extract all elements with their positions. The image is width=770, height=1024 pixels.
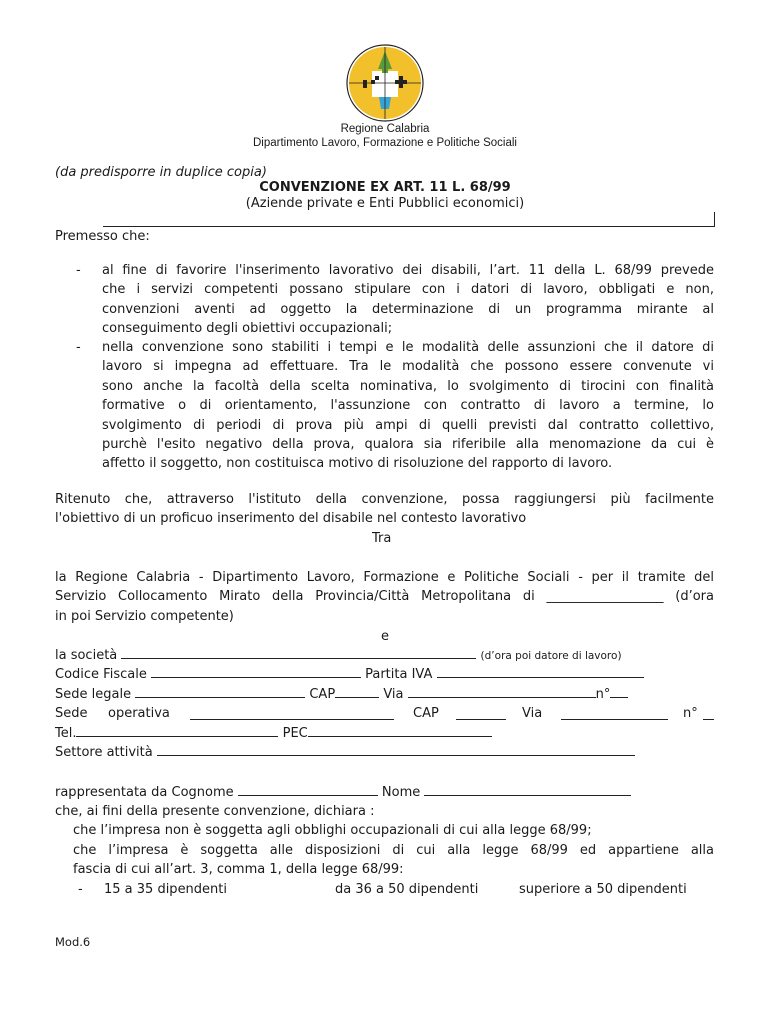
bullet-1-line: che i servizi competenti possano stipulare con i datori di lavoro, obbligati e non, xyxy=(102,282,714,298)
via-field[interactable] xyxy=(408,685,596,698)
ritenuto-paragraph xyxy=(55,490,714,529)
bullet-1-line: conseguimento degli obiettivi occupazionali; xyxy=(102,321,393,337)
cap-label: CAP xyxy=(413,706,439,721)
cognome-label: rappresentata da Cognome xyxy=(55,785,234,800)
check-3-text: fascia di cui all’art. 3, comma 1, della legge 68/99: xyxy=(73,862,404,877)
ritenuto-line: l'obiettivo di un proficuo inserimento del disabile nel contesto lavorativo xyxy=(55,511,527,527)
org-name: Regione Calabria xyxy=(340,123,430,135)
pec-label: PEC xyxy=(282,726,308,741)
bullet-2-line: svolgimento di periodi di prova più ampi di quelli previsti dal contratto collettivo, xyxy=(102,417,714,433)
n-label: n° xyxy=(595,687,611,702)
societa-label: la società xyxy=(55,648,118,663)
sede-op-label: operativa xyxy=(108,706,170,721)
option-over-50 xyxy=(519,880,687,899)
nome-label: Nome xyxy=(381,785,421,800)
rappresentata-row xyxy=(55,783,714,802)
options-bullet: - xyxy=(78,882,83,897)
document-subtitle: (Aziende private e Enti Pubblici economici) xyxy=(245,196,525,211)
sede-legale-row xyxy=(55,685,714,704)
bullet-1-line: al fine di favorire l'inserimento lavorativo dei disabili, l’art. 11 della L. 68/99 prevede xyxy=(102,263,714,278)
sede-operativa-field[interactable] xyxy=(190,707,394,720)
n-field[interactable] xyxy=(610,685,628,698)
title-underline xyxy=(103,226,715,227)
societa-row xyxy=(55,646,714,666)
check-row-2 xyxy=(73,841,714,860)
check-1-text: che l’impresa non è soggetta agli obblighi occupazionali di cui alla legge 68/99; xyxy=(73,823,592,838)
check-row-1 xyxy=(73,821,592,840)
premesso-heading: Premesso che: xyxy=(55,229,150,244)
tra-label: Tra xyxy=(372,531,392,546)
bullet-mark: - xyxy=(76,340,81,355)
option-15-35-label: 15 a 35 dipendenti xyxy=(104,882,227,897)
cap-field[interactable] xyxy=(456,707,506,720)
n-label: n° xyxy=(683,706,698,721)
option-over-50-label: superiore a 50 dipendenti xyxy=(519,882,687,897)
option-15-35 xyxy=(104,880,227,899)
regione-paragraph xyxy=(55,568,714,626)
settore-row xyxy=(55,743,714,762)
footer-mod: Mod.6 xyxy=(55,935,91,949)
bullet-1 xyxy=(102,261,714,339)
bullet-2-line: purchè l'esito negativo della prova, qualora sia riferibile alla menomazione da cui è xyxy=(102,437,714,453)
tel-row xyxy=(55,724,714,743)
via-field[interactable] xyxy=(561,707,668,720)
piva-label: Partita IVA xyxy=(365,667,433,682)
bullet-2 xyxy=(102,338,714,474)
tel-field[interactable] xyxy=(76,724,278,737)
via-label: Via xyxy=(522,706,543,721)
bullet-2-line: lavoro si impegna ad effettuare. Tra le modalità che possono essere convenute vi xyxy=(102,359,714,375)
sede-legale-label: Sede legale xyxy=(55,687,132,702)
pec-field[interactable] xyxy=(308,724,492,737)
cognome-field[interactable] xyxy=(238,783,378,796)
societa-field[interactable] xyxy=(121,646,476,659)
check-2-text: che l’impresa è soggetta alle disposizioni di cui alla legge 68/99 ed appartiene alla xyxy=(73,843,714,858)
bullet-mark: - xyxy=(76,263,81,278)
n-field[interactable] xyxy=(703,707,714,720)
bullet-2-line: sono anche la facoltà della scelta nominativa, lo svolgimento di tirocini con finalità xyxy=(102,378,714,394)
bullet-2-line: formative o di orientamento, l'assunzione con contratto di lavoro a termine, lo xyxy=(102,398,714,414)
cf-field[interactable] xyxy=(151,665,361,678)
societa-suffix: (d’ora poi datore di lavoro) xyxy=(480,650,622,662)
sede-legale-field[interactable] xyxy=(135,685,305,698)
bullet-2-line: nella convenzione sono stabiliti i tempi e le modalità delle assunzioni che il datore di xyxy=(102,340,714,355)
settore-label: Settore attività xyxy=(55,745,153,760)
nome-field[interactable] xyxy=(424,783,631,796)
cf-label: Codice Fiscale xyxy=(55,667,147,682)
regione-line: Servizio Collocamento Mirato della Provincia/Città Metropolitana di __________________ (d’ora xyxy=(55,589,714,605)
department-name: Dipartimento Lavoro, Formazione e Politiche Sociali xyxy=(253,137,517,149)
title-underline-end xyxy=(714,212,715,227)
cap-label: CAP xyxy=(309,687,336,702)
e-label: e xyxy=(381,629,389,644)
ritenuto-line: Ritenuto che, attraverso l'istituto della convenzione, possa raggiungersi più facilmente xyxy=(55,492,714,507)
document-title: CONVENZIONE EX ART. 11 L. 68/99 xyxy=(259,180,511,195)
cf-row xyxy=(55,665,714,684)
regione-calabria-logo xyxy=(345,43,425,123)
piva-field[interactable] xyxy=(437,665,644,678)
bullet-1-line: convenzioni aventi ad oggetto la determinazione di un programma mirante al xyxy=(102,301,714,317)
regione-line: in poi Servizio competente) xyxy=(55,608,234,624)
bullet-2-line: affetto il soggetto, non costituisca motivo di risoluzione del rapporto di lavoro. xyxy=(102,456,613,472)
settore-field[interactable] xyxy=(157,743,635,756)
tel-label: Tel. xyxy=(55,726,77,741)
cap-field[interactable] xyxy=(335,685,379,698)
via-label: Via xyxy=(383,687,404,702)
option-36-50 xyxy=(335,880,478,899)
regione-line: la Regione Calabria - Dipartimento Lavoro, Formazione e Politiche Sociali - per il tramite del xyxy=(55,570,714,585)
option-36-50-label: da 36 a 50 dipendenti xyxy=(335,882,479,897)
sede-op-label: Sede xyxy=(55,706,88,721)
dichiara-text: che, ai fini della presente convenzione, dichiara : xyxy=(55,804,375,819)
copy-note: (da predisporre in duplice copia) xyxy=(55,165,267,180)
